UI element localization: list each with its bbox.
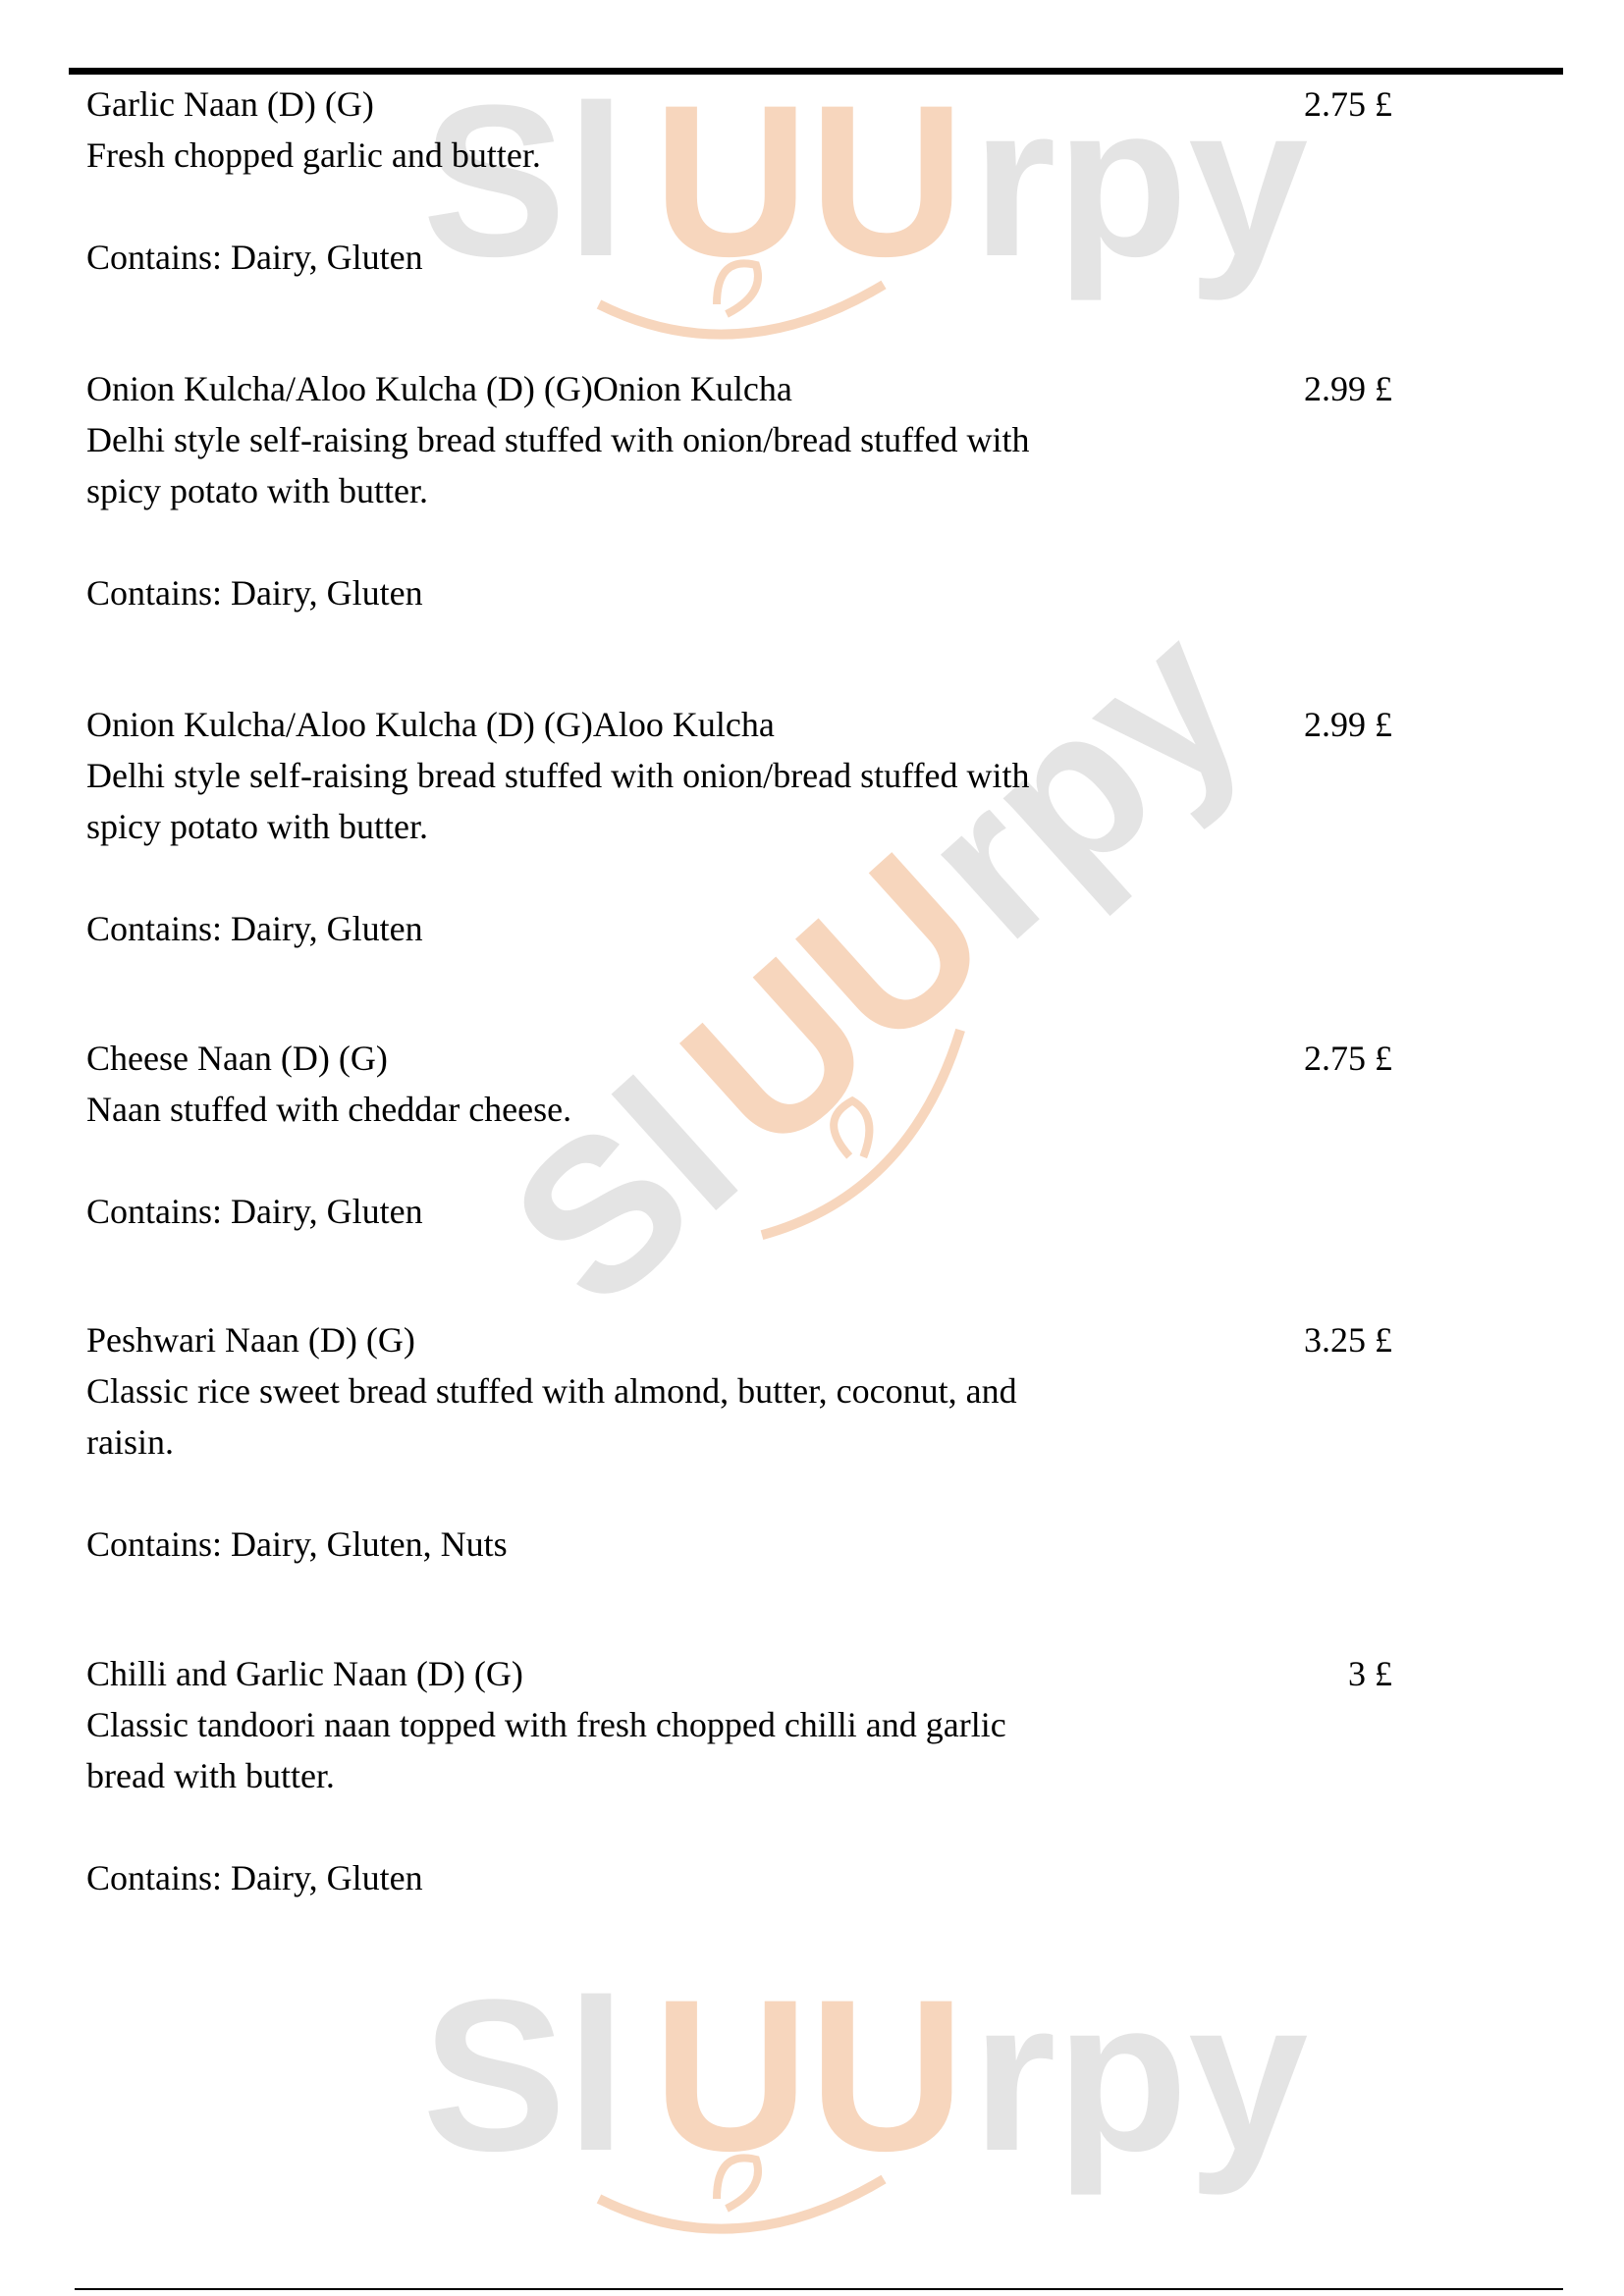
item-description	[86, 130, 1206, 181]
item-description-line: Classic tandoori naan topped with fresh chopped chilli and garlic	[86, 1705, 1006, 1744]
item-description-line: spicy potato with butter.	[86, 807, 428, 846]
bottom-rule	[75, 2288, 1563, 2290]
item-description	[86, 1699, 1206, 1801]
item-price: 3.25 £	[1304, 1320, 1392, 1360]
item-description	[86, 1084, 1206, 1135]
item-description	[86, 414, 1206, 516]
item-name: Onion Kulcha/Aloo Kulcha (D) (G)Onion Kulcha	[86, 369, 792, 408]
watermark-text-middle: UU	[653, 60, 965, 301]
top-rule	[69, 68, 1563, 75]
item-price: 3 £	[1348, 1654, 1392, 1693]
item-name: Peshwari Naan (D) (G)	[86, 1320, 415, 1360]
item-price: 2.99 £	[1304, 705, 1392, 744]
item-name: Onion Kulcha/Aloo Kulcha (D) (G)Aloo Kulcha	[86, 705, 775, 744]
item-description-line: raisin.	[86, 1422, 174, 1462]
item-price: 2.75 £	[1304, 1039, 1392, 1078]
watermark-text-left: Sl	[422, 1954, 626, 2196]
item-description-line: spicy potato with butter.	[86, 471, 428, 510]
item-description-line: Delhi style self-raising bread stuffed with onion/bread stuffed with	[86, 756, 1030, 795]
item-allergens: Contains: Dairy, Gluten, Nuts	[86, 1524, 508, 1564]
menu-item	[86, 1314, 1392, 1648]
item-price: 2.99 £	[1304, 369, 1392, 408]
watermark-smile-icon	[599, 2179, 884, 2229]
item-description-line: Delhi style self-raising bread stuffed with onion/bread stuffed with	[86, 420, 1030, 459]
watermark-text-middle: UU	[653, 1954, 965, 2196]
item-allergens: Contains: Dairy, Gluten	[86, 909, 423, 948]
item-description	[86, 750, 1206, 852]
menu-item	[86, 1648, 1392, 1943]
item-description-line: bread with butter.	[86, 1756, 335, 1795]
item-price: 2.75 £	[1304, 84, 1392, 124]
item-name: Garlic Naan (D) (G)	[86, 84, 374, 124]
watermark-text-right: rpy	[875, 578, 1287, 984]
sluurpy-watermark-bottom	[422, 1953, 1309, 2248]
watermark-text-left: Sl	[466, 1035, 781, 1352]
watermark-drop-icon	[717, 2158, 758, 2209]
menu-item	[86, 363, 1392, 699]
menu-item	[86, 699, 1392, 1033]
item-description	[86, 1365, 1206, 1468]
watermark-text-middle: UU	[638, 808, 1033, 1198]
menu-items-list	[86, 79, 1392, 1943]
item-name: Cheese Naan (D) (G)	[86, 1039, 388, 1078]
item-allergens: Contains: Dairy, Gluten	[86, 1858, 423, 1897]
item-name: Chilli and Garlic Naan (D) (G)	[86, 1654, 523, 1693]
watermark-text-left: Sl	[422, 60, 626, 301]
watermark-text-right: rpy	[972, 1954, 1309, 2196]
item-description-line: Fresh chopped garlic and butter.	[86, 135, 541, 175]
menu-item	[86, 79, 1392, 363]
menu-item	[86, 1033, 1392, 1314]
watermark-text-right: rpy	[972, 60, 1309, 301]
item-allergens: Contains: Dairy, Gluten	[86, 1192, 423, 1231]
item-allergens: Contains: Dairy, Gluten	[86, 238, 423, 277]
item-description-line: Classic rice sweet bread stuffed with almond, butter, coconut, and	[86, 1371, 1017, 1411]
item-description-line: Naan stuffed with cheddar cheese.	[86, 1090, 572, 1129]
item-allergens: Contains: Dairy, Gluten	[86, 573, 423, 613]
